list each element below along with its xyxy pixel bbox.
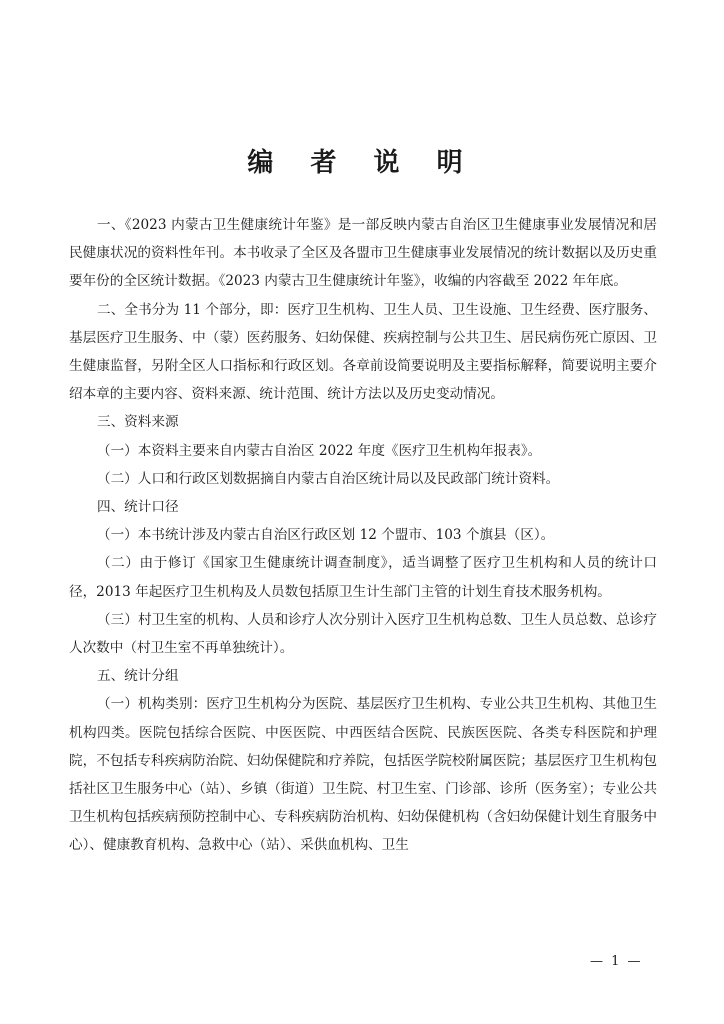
paragraph-scope-2: （二）由于修订《国家卫生健康统计调查制度》，适当调整了医疗卫生机构和人员的统计口径，2013 年起医疗卫生机构及人员数包括原卫生计生部门主管的计划生育技术服务机构。	[69, 555, 657, 600]
document-body	[69, 211, 657, 860]
page-number: — 1 —	[590, 954, 643, 969]
paragraph-contents: 二、全书分为 11 个部分，即：医疗卫生机构、卫生人员、卫生设施、卫生经费、医疗服务、基层医疗卫生服务、中（蒙）医药服务、妇幼保健、疾病控制与公共卫生、居民病伤死亡原因、卫生健康监督，另附全区人口指标和行政区划。各章前设简要说明及主要指标解释，简要说明主要介绍本章的主要内容、资料来源、统计范围、统计方法以及历史变动情况。	[69, 301, 657, 403]
heading-statistical-grouping: 五、统计分组	[97, 668, 179, 685]
paragraph-source-1: （一）本资料主要来自内蒙古自治区 2022 年度《医疗卫生机构年报表》。	[97, 442, 542, 459]
heading-statistical-scope: 四、统计口径	[97, 499, 179, 516]
heading-data-sources: 三、资料来源	[97, 414, 179, 431]
paragraph-scope-1: （一）本书统计涉及内蒙古自治区行政区划 12 个盟市、103 个旗县（区）。	[97, 527, 555, 544]
page-title: 编 者 说 明	[247, 148, 477, 178]
paragraph-grouping-1: （一）机构类别：医疗卫生机构分为医院、基层医疗卫生机构、专业公共卫生机构、其他卫生机构四类。医院包括综合医院、中医医院、中西医结合医院、民族医医院、各类专科医院和护理院，不包括专科疾病防治院、妇幼保健院和疗养院，包括医学院校附属医院；基层医疗卫生机构包括社区卫生服务中心（站）、乡镇（街道）卫生院、村卫生室、门诊部、诊所（医务室）；专业公共卫生机构包括疾病预防控制中心、专科疾病防治机构、妇幼保健机构（含妇幼保健计划生育服务中心）、健康教育机构、急救中心（站）、采供血机构、卫生	[69, 696, 657, 854]
paragraph-source-2: （二）人口和行政区划数据摘自内蒙古自治区统计局以及民政部门统计资料。	[97, 470, 560, 487]
paragraph-scope-3: （三）村卫生室的机构、人员和诊疗人次分别计入医疗卫生机构总数、卫生人员总数、总诊疗人次数中（村卫生室不再单独统计）。	[69, 611, 657, 657]
paragraph-intro: 一、《2023 内蒙古卫生健康统计年鉴》是一部反映内蒙古自治区卫生健康事业发展情况和居民健康状况的资料性年刊。本书收录了全区及各盟市卫生健康事业发展情况的统计数据以及历史重要年份的全区统计数据。《2023 内蒙古卫生健康统计年鉴》，收编的内容截至 2022 年年底。	[69, 217, 657, 290]
